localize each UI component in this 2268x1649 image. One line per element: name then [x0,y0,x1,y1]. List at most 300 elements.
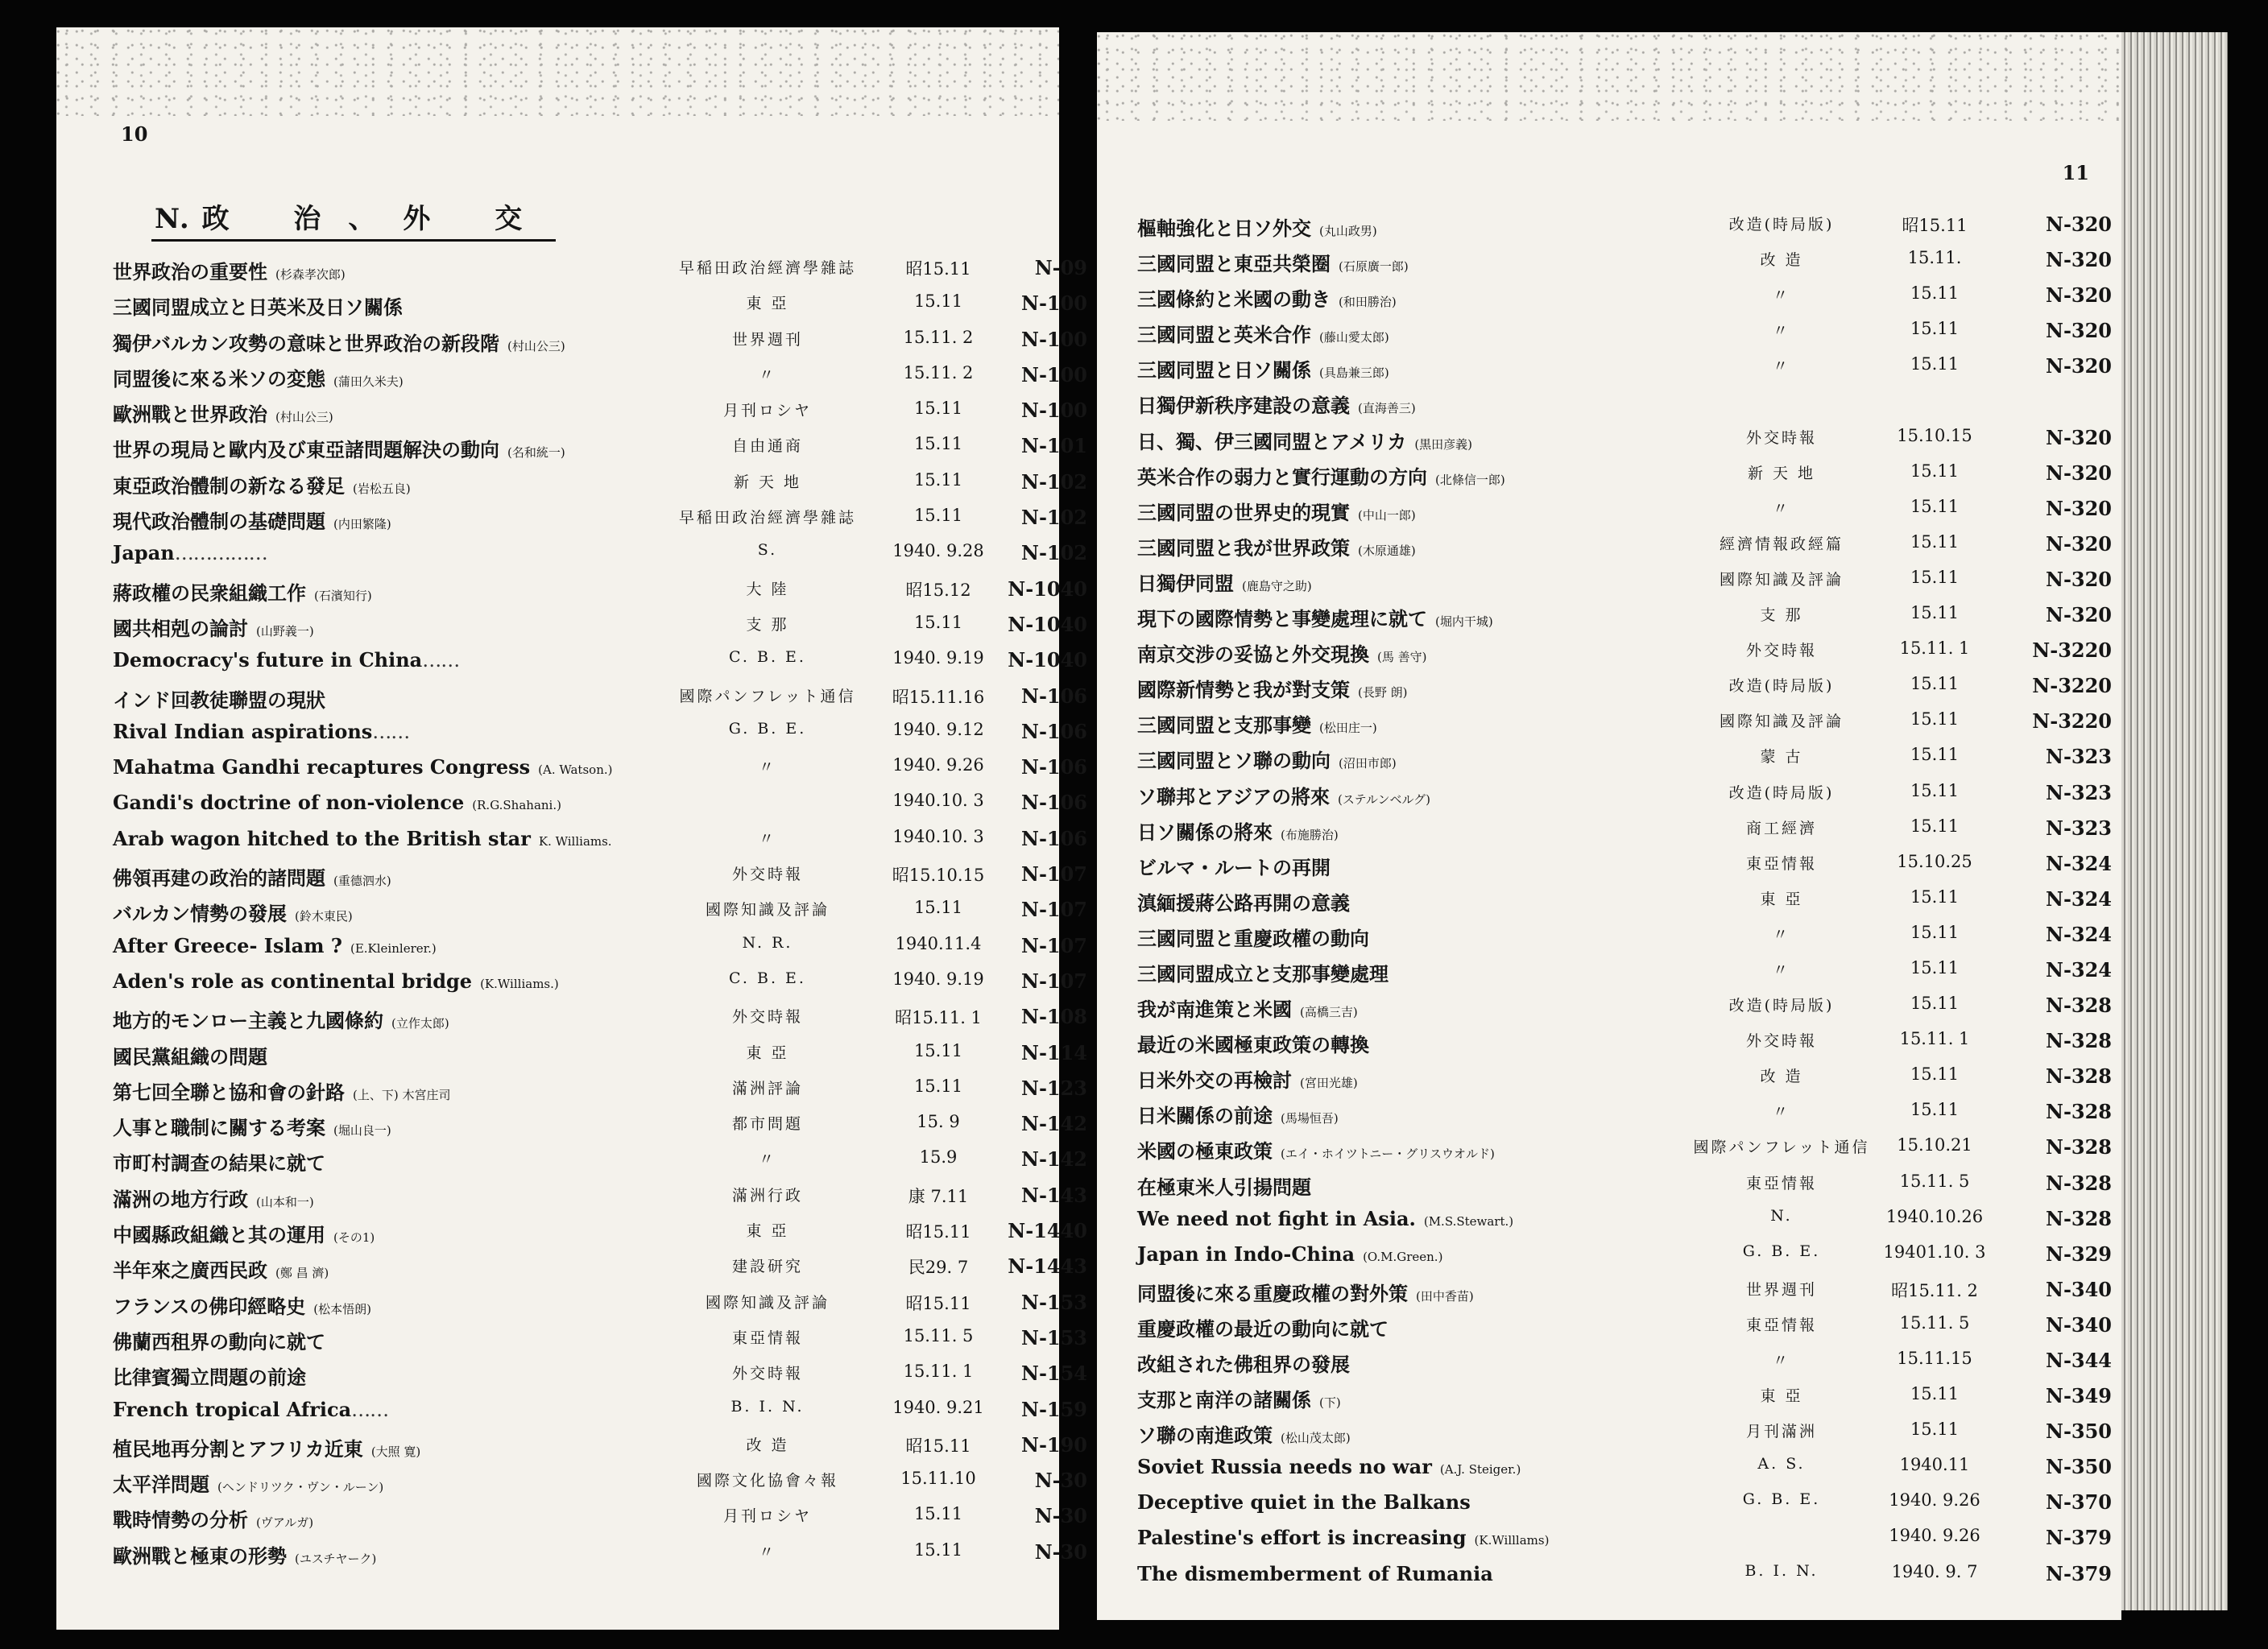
entry-title: 第七回全聯と協和會の針路 [113,1080,345,1104]
entry-title: 戰時情勢の分析 [113,1508,248,1532]
entry-author: (A. Watson.) [538,763,613,778]
entry-title: 獨伊バルカン攻勢の意味と世界政治の新段階 [113,331,499,355]
entry-code: N-100 [1021,327,1087,351]
entry-author: (具島兼三郎) [1319,366,1389,381]
entry-author: (山野義一) [256,623,314,639]
table-row [56,574,1087,610]
entry-title: 日米關係の前途 [1137,1104,1273,1128]
entry-source: 大 陸 [746,580,789,598]
entry-title: 佛蘭西租界の動向に就て [113,1329,325,1354]
entry-title-cell [1137,283,1397,312]
entry-title-cell [113,862,391,891]
table-row [56,1144,1087,1180]
entry-title-cell [113,1469,383,1497]
entry-title-cell [1137,1064,1358,1093]
entry-code: N-106 [1021,791,1087,815]
entry-author: (沼田市郎) [1339,756,1397,771]
table-row [1097,1381,2121,1416]
entry-code: N-09 [1034,256,1087,279]
entry-author: (布施勝治) [1281,827,1339,842]
entry-title: 最近の米國極東政策の轉換 [1137,1033,1369,1057]
entry-source: 世界週刊 [1745,1280,1817,1299]
entry-title: ソ聯邦とアジアの將來 [1137,784,1331,808]
entry-code: N-106 [1021,719,1087,743]
entry-author: (木原通雄) [1358,543,1416,558]
entry-code: N-379 [2046,1526,2112,1550]
leader-dots: …………… [174,542,267,565]
entry-author: (内田繁隆) [333,517,391,532]
right-page [1097,32,2121,1620]
entry-title-cell [1137,1207,1513,1230]
entry-title-cell [113,1041,275,1069]
entry-author: (その1) [333,1230,375,1246]
entry-author: (村山公三) [507,338,565,353]
entry-title: ビルマ・ルートの再開 [1137,855,1331,879]
entry-code: N-324 [2046,851,2112,875]
entry-source: 國際パンフレット通信 [1693,1139,1870,1157]
entry-date: 1940. 9.28 [892,541,984,561]
page-number: 10 [121,122,148,146]
table-row [1097,280,2121,316]
entry-title: 日ソ關係の將來 [1137,820,1273,844]
entry-date: 15.11 [1910,1100,1960,1120]
entry-date: 1940.11.4 [895,933,982,953]
entry-title-cell [113,755,612,779]
entry-date: 昭15.11.16 [892,687,985,707]
entry-title-cell [113,1326,333,1354]
entry-title-cell [1137,426,1472,454]
entry-date: 1940. 9.19 [892,648,984,668]
entry-author: (長野 朗) [1358,685,1408,701]
entry-date: 15.11 [1910,603,1960,623]
entry-title-cell [1137,1526,1549,1549]
table-row [1097,209,2121,245]
entry-source: N. [1770,1206,1793,1225]
entry-title-cell [1137,1029,1377,1057]
entry-code: N-107 [1021,969,1087,993]
table-row [56,1180,1087,1216]
table-row [56,787,1087,823]
entry-date: 15.11 [1910,1064,1960,1085]
entry-title-cell [113,328,565,356]
entry-source: A. S. [1757,1455,1806,1473]
entry-date: 15.11. 1 [1899,639,1970,659]
entry-title: 英米合作の弱力と實行運動の方向 [1137,465,1427,489]
entry-title: 現代政治體制の基礎問題 [113,510,325,534]
entry-title: 日獨伊新秩序建設の意義 [1137,394,1350,418]
entry-date: 15.11 [913,898,963,918]
entry-author: (和田勝治) [1339,295,1397,310]
table-row [56,824,1087,859]
table-row [1097,1168,2121,1204]
entry-title: 國際新情勢と我が對支策 [1137,678,1350,702]
table-row [1097,990,2121,1026]
entry-author: (立作太郎) [391,1016,449,1031]
table-row [56,1323,1087,1358]
entry-code: N-328 [2046,994,2112,1018]
entry-title: バルカン情勢の發展 [113,902,287,926]
table-row [1097,706,2121,742]
table-row [56,1537,1087,1573]
page-edges [2121,32,2228,1610]
entry-date: 15.11.10 [900,1469,976,1489]
table-row [56,324,1087,360]
entry-source: 〃 [1772,499,1790,518]
entry-title: Democracy's future in China [113,648,423,672]
entry-source: 支 那 [1760,606,1803,625]
entry-author: (石濱知行) [314,588,372,603]
entry-title-cell [1137,1455,1521,1478]
entry-source: 新 天 地 [733,473,802,491]
entry-date: 1940. 9.26 [1889,1490,1980,1511]
table-row [1097,564,2121,600]
entry-date: 康 7.11 [908,1186,969,1206]
entry-date: 15.11 [1910,994,1960,1014]
entry-title-cell [113,256,346,284]
entry-date: 15.11. 5 [1899,1312,1970,1333]
entry-date: 1940. 9.26 [892,755,984,775]
entry-source: 月刊滿洲 [1745,1423,1817,1441]
entry-author: (上、下) 木宮庄司 [353,1087,451,1102]
entry-title: Gandi's doctrine of non-violence [113,791,465,815]
entry-source: G. B. E. [728,719,807,738]
entry-code: N-106 [1021,826,1087,850]
entry-title: 三國同盟と重慶政權の動向 [1137,926,1369,950]
entry-code: N-370 [2046,1490,2112,1515]
entry-title: We need not fight in Asia. [1137,1206,1416,1230]
table-row [1097,1487,2121,1523]
entry-source: 早稲田政治經濟學雜誌 [678,259,856,277]
table-row [56,1465,1087,1501]
entry-code: N-3220 [2032,709,2112,734]
entry-title: 東亞政治體制の新なる發足 [113,473,345,498]
entry-code: N-320 [2046,354,2112,378]
entry-author: (丸山政男) [1319,224,1377,238]
entry-title: 南京交涉の妥協と外交現換 [1137,643,1369,667]
entry-author: (松山茂太郎) [1281,1431,1351,1446]
entry-source: 〃 [758,758,776,777]
entry-code: N-107 [1021,898,1087,922]
entry-code: N-344 [2046,1349,2112,1372]
entry-code: N-324 [2046,922,2112,946]
entry-title: 地方的モンロー主義と九國條約 [113,1009,383,1033]
entry-author: (名和統一) [507,445,565,461]
table-row [1097,1132,2121,1168]
table-row [56,717,1087,752]
entry-title-cell [1137,923,1377,951]
entry-code: N-320 [2046,213,2112,236]
entry-date: 15.11 [913,399,963,419]
entry-source: 改 造 [1760,1068,1803,1086]
entry-author: (鈴木東民) [295,909,353,924]
entry-code: N-329 [2046,1242,2112,1266]
entry-title: 樞軸強化と日ソ外交 [1137,217,1311,240]
entry-source: G. B. E. [1742,1242,1821,1260]
leader-dots: …… [351,1398,389,1421]
entry-title-cell [1137,1420,1351,1448]
entry-title-cell [1137,745,1397,773]
entry-code: N-320 [2046,319,2112,343]
page-number: 11 [2062,161,2089,184]
entry-title-cell [113,363,404,391]
entry-date: 1940. 9.12 [892,719,984,739]
entry-source: N. R. [742,933,793,952]
entry-author: (O.M.Green.) [1363,1249,1443,1264]
table-row [56,1073,1087,1109]
entry-code: N-328 [2046,1029,2112,1053]
entry-date: 15. 9 [917,1112,960,1132]
entry-code: N-328 [2046,1064,2112,1089]
entry-source: 國際パンフレット通信 [679,687,856,705]
entry-author: (中山一郎) [1358,507,1416,523]
entry-date: 15.11 [1910,531,1960,552]
entry-title-cell [1137,319,1389,347]
entry-date: 15.11 [1910,496,1960,516]
entry-source: 東亞情報 [1745,854,1817,873]
table-row [1097,351,2121,386]
entry-title-cell [1137,709,1377,738]
entry-date: 15.11 [1910,745,1960,765]
entry-source: 改造(時局版) [1728,677,1835,696]
entry-code: N-350 [2046,1455,2112,1479]
entry-title-cell [1137,852,1339,880]
table-row [1097,671,2121,706]
table-row [1097,1416,2121,1452]
entry-author: (重德泗水) [333,874,391,889]
entry-source: 外交時報 [731,1365,803,1383]
entry-title: 蔣政權の民衆組織工作 [113,581,306,605]
entry-source: 〃 [1772,961,1790,979]
table-row [1097,635,2121,671]
page-speckle [1097,32,2121,121]
entry-author: (ステルンベルグ) [1338,791,1431,807]
entry-title-cell [113,934,437,957]
entry-code: N-153 [1021,1325,1087,1349]
table-row [56,253,1087,288]
page-speckle [56,27,1059,116]
entry-code: N-1443 [1008,1254,1087,1279]
entry-title: 同盟後に來る重慶政權の對外策 [1137,1281,1408,1305]
entry-author: (堀内干城) [1435,614,1493,630]
table-row [56,538,1087,573]
entry-source: 世界週刊 [731,330,803,349]
entry-title: 三國同盟と日ソ關係 [1137,358,1311,382]
entry-author: (北條信一郎) [1435,472,1505,487]
table-row [56,859,1087,895]
entry-date: 昭15.11. 1 [895,1008,982,1028]
entry-author: (R.G.Shahani.) [472,798,561,813]
entry-title-cell [113,1005,449,1033]
entry-date: 昭15.11 [905,1436,971,1456]
entry-code: N-142 [1021,1147,1087,1172]
entry-author: (K.Williams.) [480,976,559,991]
entry-title-cell [1137,958,1397,986]
entry-source: 國際知識及評論 [1719,713,1844,731]
entry-title-cell [113,1254,329,1283]
entry-date: 15.11 [913,291,963,312]
entry-date: 1940.10. 3 [892,791,984,811]
entry-source: 〃 [758,1543,776,1561]
entry-code: N-101 [1021,434,1087,458]
entry-code: N-106 [1021,755,1087,779]
entry-code: N-30 [1034,1504,1087,1528]
entry-author: (鄭 昌 濟) [275,1266,329,1281]
entry-date: 15.10.25 [1897,851,1972,871]
entry-title-cell [113,577,372,605]
entry-date: 1940. 9.26 [1889,1526,1980,1546]
table-row [56,1358,1087,1394]
entry-date: 15.11 [913,434,963,454]
entry-title: 市町村調查の結果に就て [113,1151,325,1176]
entry-title-cell [1137,1278,1474,1306]
table-row [56,1216,1087,1251]
entry-title: 三國同盟と支那事變 [1137,713,1311,738]
entry-date: 15.11 [1910,709,1960,729]
entry-title-cell [1137,354,1389,382]
entry-source: 〃 [1772,322,1790,341]
entry-author: (村山公三) [275,410,333,425]
entry-author: (藤山愛太郎) [1319,330,1389,345]
entry-source: 東 亞 [746,295,789,313]
entry-title: 日米外交の再檢討 [1137,1068,1292,1093]
entry-title-cell [1137,532,1416,560]
entry-title-cell [1137,603,1493,631]
entry-title-cell [113,827,612,850]
entry-date: 昭15.11. 2 [1891,1280,1978,1300]
entry-date: 15.10.21 [1897,1135,1972,1155]
entry-author: (馬 善守) [1377,650,1427,665]
entry-date: 昭15.11 [1902,216,1968,235]
table-row [56,431,1087,466]
entry-author: (E.Kleinlerer.) [350,940,437,956]
entry-date: 昭15.11 [905,1222,971,1242]
table-row [56,360,1087,395]
entry-title-cell [113,1362,314,1390]
entry-code: N-114 [1021,1040,1087,1064]
entry-author: (石原廣一郎) [1339,259,1409,275]
entry-title-cell [113,898,353,926]
table-row [56,1038,1087,1073]
entry-source: 自由通商 [731,437,803,456]
entry-source: 改造(時局版) [1728,216,1835,234]
table-row [56,752,1087,787]
entry-title: 比律賓獨立問題の前途 [113,1366,306,1390]
entry-list [1097,209,2121,1594]
entry-code: N-323 [2046,816,2112,840]
entry-code: N-320 [2046,461,2112,485]
entry-title-cell [113,791,561,814]
table-row [56,1287,1087,1323]
entry-title-cell [113,1433,420,1461]
entry-code: N-379 [2046,1561,2112,1585]
entry-title-cell [113,1077,450,1105]
entry-date: 15.11. 1 [903,1362,974,1382]
entry-date: 15.11 [1910,354,1960,374]
entry-source: G. B. E. [1742,1490,1821,1509]
entry-code: N-100 [1021,399,1087,423]
entry-code: N-320 [2046,567,2112,591]
entry-date: 1940. 9.19 [892,969,984,989]
entry-source: 蒙 古 [1760,748,1803,767]
entry-list [56,253,1087,1573]
entry-title: 中國縣政組織と其の運用 [113,1223,325,1247]
entry-code: N-324 [2046,957,2112,982]
entry-title-cell [113,684,333,713]
entry-code: N-102 [1021,469,1087,494]
entry-title-cell [1137,1135,1495,1163]
entry-title: 日、獨、伊三國同盟とアメリカ [1137,429,1407,453]
entry-code: N-1440 [1008,1219,1087,1243]
entry-title: Palestine's effort is increasing [1137,1526,1467,1550]
entry-title: 支那と南洋の諸關係 [1137,1388,1311,1412]
entry-author: (K.Willlams) [1474,1533,1550,1548]
table-row [56,1251,1087,1287]
entry-title: 世界の現局と歐内及び東亞諸問題解決の動向 [113,438,499,462]
entry-title-cell [1137,1490,1479,1514]
entry-date: 15.11 [1910,674,1960,694]
entry-source: C. B. E. [729,648,806,667]
table-row [1097,1452,2121,1487]
entry-title: 滇緬援蔣公路再開の意義 [1137,891,1350,915]
entry-title-cell [113,1112,391,1140]
entry-title: 米國の極東政策 [1137,1139,1273,1163]
entry-source: 〃 [758,1151,776,1169]
entry-source: 都市問題 [731,1115,803,1134]
entry-code: N-1040 [1008,577,1087,601]
entry-code: N-190 [1021,1432,1087,1457]
entry-author: (大照 寛) [370,1444,421,1459]
table-row [56,1395,1087,1430]
entry-date: 1940. 9.21 [892,1397,984,1417]
table-row [1097,1204,2121,1239]
entry-date: 15.11 [1910,780,1960,800]
entry-author: (ユスチヤーク) [295,1551,377,1566]
entry-source: 改 造 [1760,251,1803,270]
entry-title: 植民地再分割とアフリカ近東 [113,1436,363,1461]
entry-title: 太平洋問題 [113,1473,209,1497]
entry-author: (下) [1319,1395,1341,1411]
entry-title-cell [113,969,559,993]
entry-title: 重慶政權の最近の動向に就て [1137,1316,1389,1341]
table-row [1097,494,2121,529]
table-row [56,966,1087,1002]
entry-code: N-100 [1021,362,1087,386]
entry-date: 15.11. 5 [1899,1171,1970,1191]
table-row [1097,1523,2121,1558]
entry-date: 昭15.11 [905,259,971,279]
table-row [1097,600,2121,635]
entry-date: 15.11 [913,1539,963,1560]
entry-code: N-328 [2046,1206,2112,1230]
entry-source: 月刊ロシヤ [722,1507,812,1526]
entry-title: 半年來之廣西民政 [113,1258,267,1283]
section-title: 政 治、外 交 [201,203,550,235]
entry-date: 昭15.10.15 [892,866,985,886]
entry-code: N-340 [2046,1312,2112,1337]
entry-title-cell [113,541,275,564]
entry-title: 三國同盟成立と支那事變處理 [1137,961,1389,986]
entry-code: N-106 [1021,684,1087,708]
entry-date: 昭15.12 [905,580,971,600]
entry-code: N-328 [2046,1135,2112,1159]
entry-title: 三國同盟と英米合作 [1137,323,1311,347]
table-row [1097,1310,2121,1345]
entry-title: 人事と職制に關する考案 [113,1116,325,1140]
entry-source: 早稲田政治經濟學雜誌 [678,509,856,527]
entry-date: 15.11.15 [1897,1349,1972,1368]
entry-title-cell [1137,639,1426,667]
entry-title-cell [113,434,565,462]
